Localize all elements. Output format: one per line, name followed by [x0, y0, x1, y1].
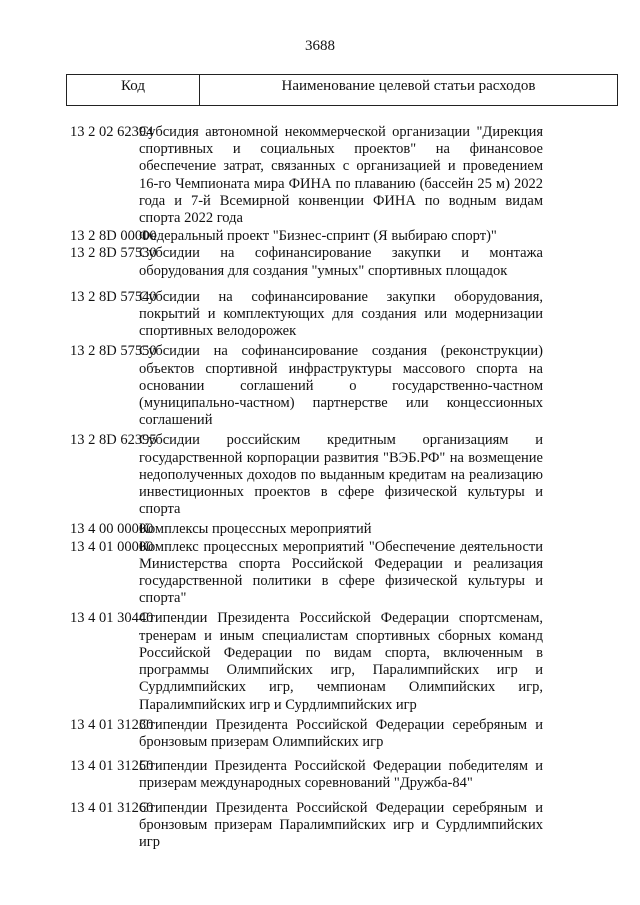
table-row: [0, 539, 640, 608]
row-name: Стипендии Президента Российской Федерации серебряным и бронзовым призерам Олимпийских игр: [139, 716, 543, 750]
table-row: [0, 289, 640, 341]
table-header: [66, 74, 618, 106]
row-name: Субсидии на софинансирование закупки и монтажа оборудования для создания "умных" спортивных площадок: [139, 245, 543, 279]
header-code-column: Код: [67, 75, 200, 105]
row-name: Стипендии Президента Российской Федерации победителям и призерам международных соревнований "Дружба-84": [139, 758, 543, 792]
table-row: [0, 432, 640, 518]
table-row: [0, 800, 640, 852]
table-row: [0, 228, 640, 245]
table-row: [0, 717, 640, 751]
row-code: 13 4 01 30440: [70, 610, 154, 627]
row-name: Субсидия автономной некоммерческой организации "Дирекция спортивных и социальных проектов" на финансовое обеспечение затрат, связанных с организацией и проведением 16-го Чемпионата мира ФИНА по плаванию (бассейн 25 м) 2022 года и 7-й Всемирной конвенции ФИНА по водным видам спорта 2022 года: [139, 124, 543, 227]
row-code: 13 2 8D 62395: [70, 432, 157, 449]
row-code: 13 2 8D 57540: [70, 288, 157, 305]
row-name: Субсидии российским кредитным организациям и государственной корпорации развития "ВЭБ.РФ" на возмещение недополученных доходов по выданным кредитам на реализацию инвестиционных проектов в сфере физической культуры и спорта: [139, 432, 543, 518]
row-code: 13 2 02 62394: [70, 124, 154, 140]
row-code: 13 2 8D 57550: [70, 343, 157, 360]
row-name: Субсидии на софинансирование создания (реконструкции) объектов спортивной инфраструктуры массового спорта на основании соглашений о государственно-частном (муниципально-частном) партнерстве или концессионных соглашений: [139, 343, 543, 429]
row-name: Комплексы процессных мероприятий: [139, 521, 372, 538]
row-code: 13 4 01 31250: [70, 758, 154, 775]
row-name: Комплекс процессных мероприятий "Обеспечение деятельности Министерства спорта Российской Федерации и реализация государственной политики в сфере физической культуры и спорта": [139, 538, 543, 607]
table-row: [0, 758, 640, 792]
row-code: 13 2 8D 00000: [70, 228, 157, 245]
header-name-column: Наименование целевой статьи расходов: [281, 78, 536, 94]
row-name: Стипендии Президента Российской Федерации серебряным и бронзовым призерам Паралимпийских игр и Сурдлимпийских игр: [139, 799, 543, 850]
table-row: [0, 245, 640, 279]
row-code: 13 4 01 31230: [70, 716, 154, 733]
table-body: [0, 124, 640, 851]
table-row: [0, 343, 640, 429]
row-code: 13 4 00 00000: [70, 521, 154, 538]
row-code: 13 4 01 00000: [70, 538, 154, 555]
table-row: [0, 610, 640, 713]
row-name: Стипендии Президента Российской Федерации спортсменам, тренерам и иным специалистам спортивных сборных команд Российской Федерации по видам спорта, включенным в программы Олимпийских игр, Паралимпийских игр и Сурдлимпийских игр, чемпионам Олимпийских игр, Паралимпийских игр и Сурдлимпийских игр: [139, 610, 543, 713]
table-row: [0, 124, 640, 227]
table-row: [0, 521, 640, 538]
row-name: Федеральный проект "Бизнес-спринт (Я выбираю спорт)": [139, 228, 497, 245]
row-name: Субсидии на софинансирование закупки оборудования, покрытий и комплектующих для создания или модернизации спортивных велодорожек: [139, 288, 543, 340]
row-code: 13 2 8D 57530: [70, 245, 157, 262]
page-number: 3688: [305, 38, 335, 54]
row-code: 13 4 01 31260: [70, 799, 154, 816]
